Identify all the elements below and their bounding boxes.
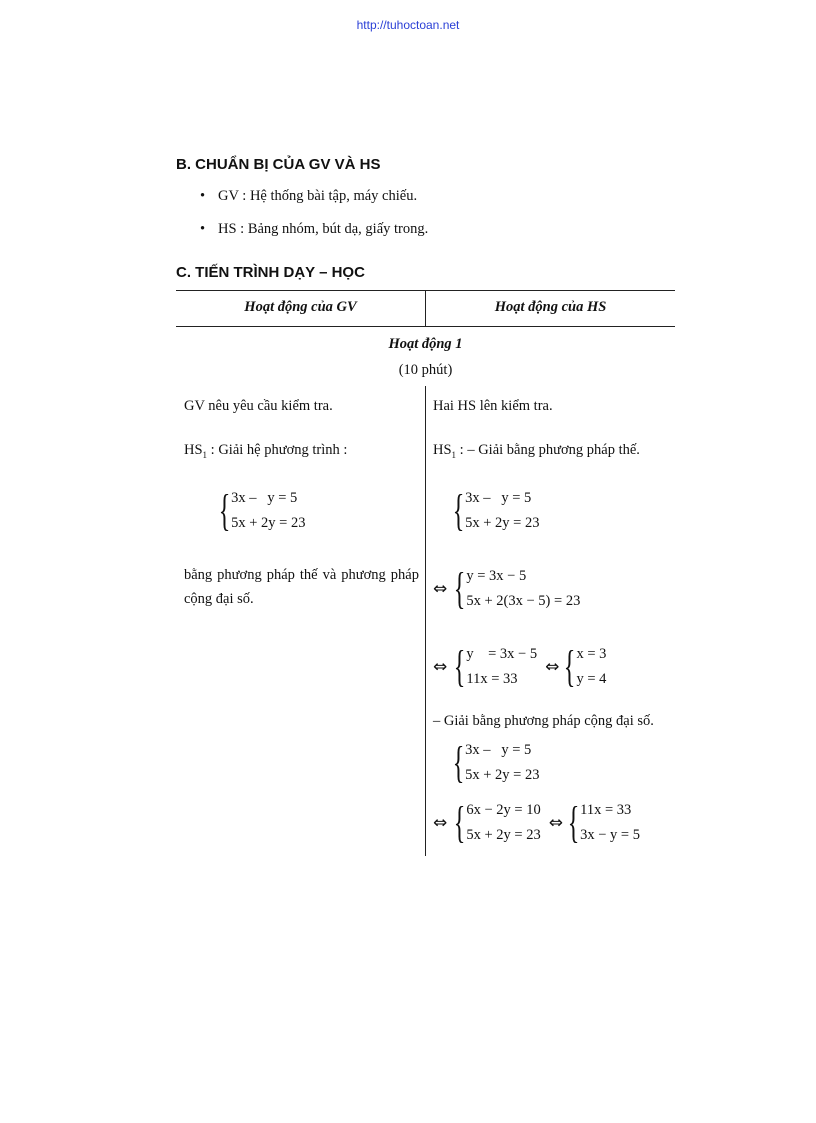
brace-icon: { [218,486,231,535]
section-b-item-hs-text: HS : Bảng nhóm, bút dạ, giấy trong. [218,221,429,237]
equation-line: 5x + 2y = 23 [231,515,306,531]
equation-line: 6x − 2y = 10 [466,802,541,818]
hs-method-2: – Giải bằng phương pháp cộng đại số. [433,713,654,729]
equation-line: 3x – y = 5 [465,742,532,758]
equation-line: y = 3x − 5 [466,646,538,662]
section-c-title: C. TIẾN TRÌNH DẠY – HỌC [176,264,365,281]
section-b-item-gv-text: GV : Hệ thống bài tập, máy chiếu. [218,188,418,204]
brace-icon: { [452,486,465,535]
equation-line: y = 4 [576,671,607,687]
section-b-title: B. CHUẨN BỊ CỦA GV VÀ HS [176,156,381,173]
hs-system-3 [433,642,606,692]
equation-line: 5x + 2y = 23 [465,515,540,531]
hs-system-4 [452,738,539,788]
equation-line: 5x + 2y = 23 [466,827,541,843]
gv-request: GV nêu yêu cầu kiểm tra. [184,398,333,414]
table-header-rule [176,326,675,327]
table-body-divider [425,386,426,856]
equation-line: y = 3x − 5 [466,568,527,584]
hs-label: HS [184,442,203,458]
hs-hs1-text: : – Giải bằng phương pháp thế. [456,442,640,458]
hs-subscript: 1 [202,449,208,460]
section-b-item-hs [200,221,428,238]
equation-line: 5x + 2(3x − 5) = 23 [466,593,581,609]
section-b-item-gv [200,188,417,205]
hs-hs1-method [433,442,640,460]
bullet-icon: • [200,188,206,204]
bullet-icon: • [200,221,206,237]
equivalence-icon: ⇔ [433,657,448,677]
brace-icon: { [564,642,576,691]
equivalence-icon: ⇔ [545,657,560,677]
activity-title: Hoạt động 1 [388,336,463,352]
hs-system-2 [433,564,580,614]
brace-icon: { [454,798,466,847]
column-header-gv: Hoạt động của GV [244,299,357,315]
equivalence-icon: ⇔ [433,579,448,599]
column-header-hs: Hoạt động của HS [494,299,607,315]
hs-subscript: 1 [451,449,457,460]
equation-line: 3x – y = 5 [465,490,532,506]
gv-equation-system [218,486,305,536]
equation-line: 11x = 33 [466,671,518,687]
hs-response: Hai HS lên kiểm tra. [433,398,553,414]
equivalence-icon: ⇔ [548,813,563,833]
equation-line: x = 3 [576,646,607,662]
site-url[interactable]: http://tuhoctoan.net [356,18,460,32]
gv-hs1-text: : Giải hệ phương trình : [207,442,348,458]
hs-system-1 [452,486,539,536]
equation-line: 5x + 2y = 23 [465,767,540,783]
activity-time: (10 phút) [398,362,453,378]
brace-icon: { [567,798,580,847]
hs-system-5 [433,798,640,848]
gv-hs1-task [184,442,347,460]
equivalence-icon: ⇔ [433,813,448,833]
brace-icon: { [454,564,466,613]
brace-icon: { [454,642,466,691]
equation-line: 3x – y = 5 [231,490,298,506]
hs-label: HS [433,442,452,458]
equation-line: 11x = 33 [580,802,632,818]
brace-icon: { [452,738,465,787]
gv-method-text: bằng phương pháp thế và phương pháp cộng đại số. [184,567,419,607]
equation-line: 3x − y = 5 [580,827,640,843]
